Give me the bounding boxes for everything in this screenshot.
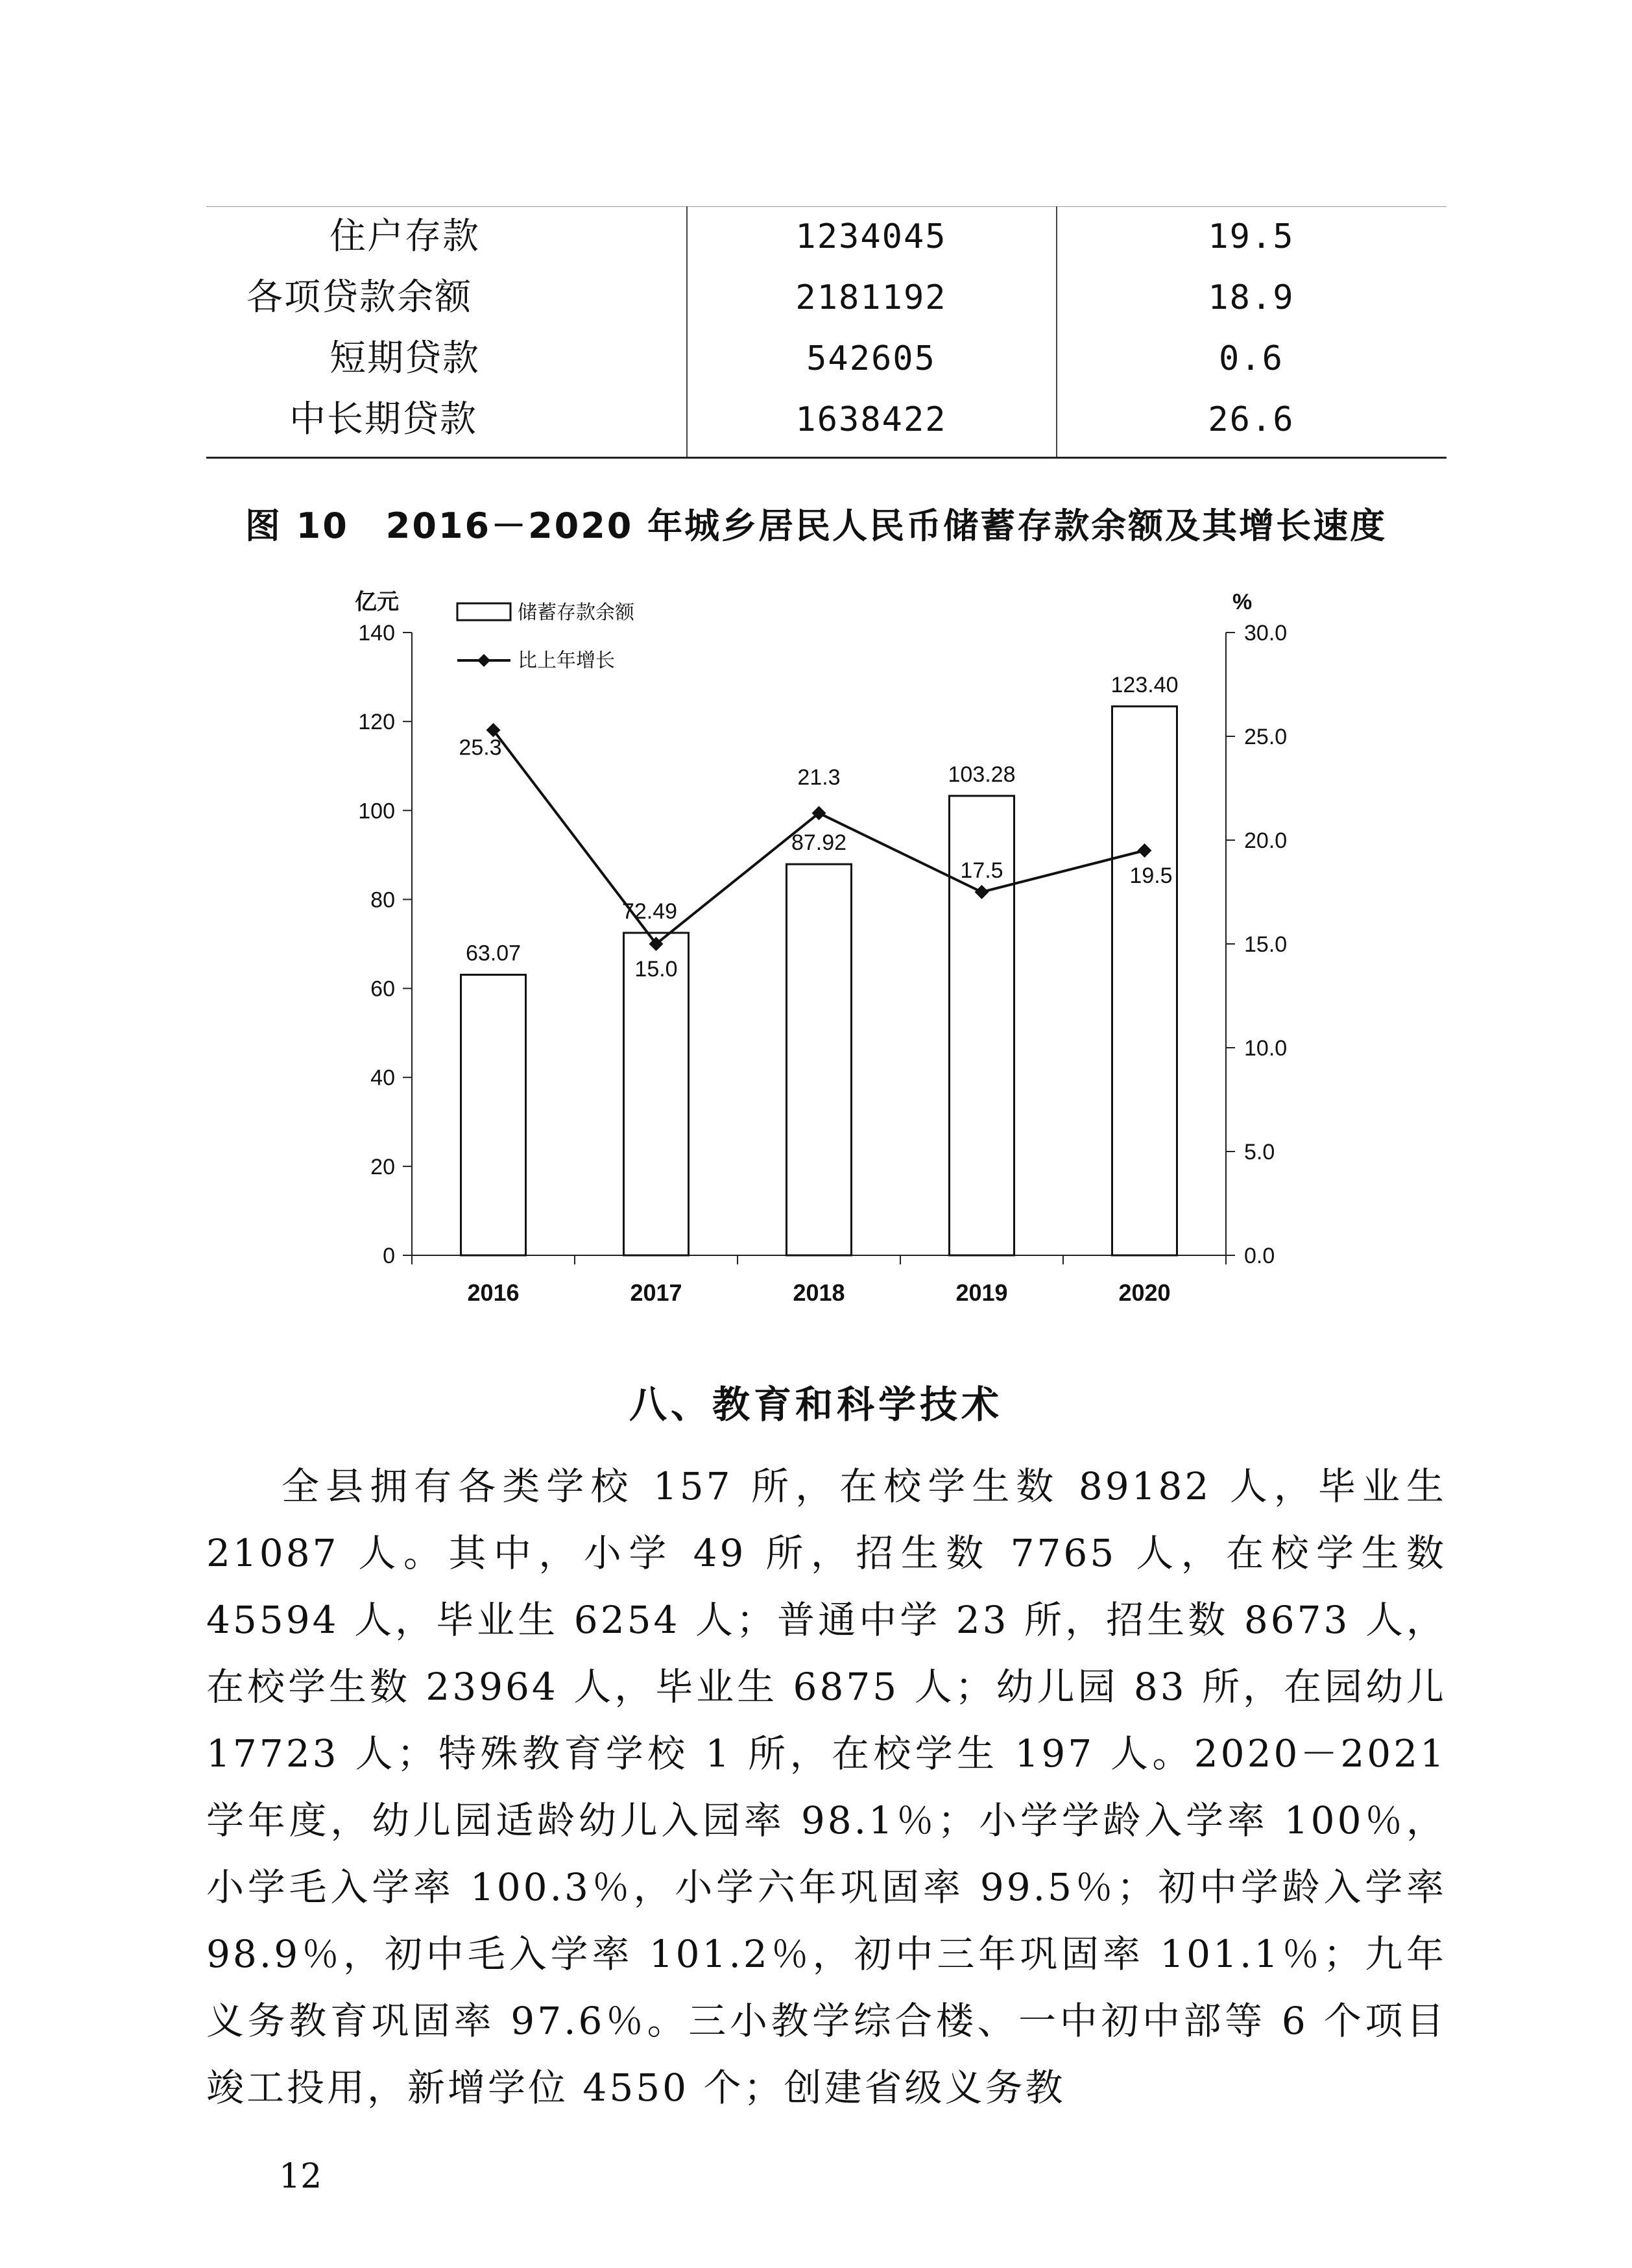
row-value: 1234045 [795, 217, 947, 256]
x-tick-label: 2017 [630, 1279, 682, 1306]
right-tick-label: 0.0 [1244, 1244, 1275, 1268]
row-growth: 19.5 [1208, 217, 1295, 256]
legend-line-label: 比上年增长 [518, 650, 615, 671]
table-row [206, 267, 1446, 328]
row-name: 各项贷款余额 [246, 276, 472, 319]
bar [1112, 706, 1177, 1255]
row-growth: 26.6 [1208, 400, 1295, 439]
bar [787, 864, 852, 1255]
left-tick-label: 100 [358, 799, 395, 824]
legend-bar-swatch [457, 603, 510, 620]
x-tick-label: 2016 [467, 1279, 520, 1306]
left-axis-unit: 亿元 [355, 590, 399, 614]
row-name: 住户存款 [330, 215, 480, 258]
x-tick-label: 2018 [793, 1279, 845, 1306]
growth-value-label: 19.5 [1129, 863, 1173, 888]
bar-value-label: 63.07 [465, 941, 522, 966]
x-tick-label: 2020 [1118, 1279, 1171, 1306]
row-name: 短期贷款 [330, 337, 480, 380]
left-tick-label: 80 [370, 887, 395, 913]
right-tick-label: 15.0 [1244, 932, 1288, 957]
row-value: 1638422 [795, 400, 947, 439]
row-value: 2181192 [795, 278, 947, 317]
right-tick-label: 10.0 [1244, 1036, 1288, 1061]
x-tick-label: 2019 [955, 1279, 1008, 1306]
left-tick-label: 0 [383, 1244, 395, 1268]
legend-line-marker [477, 654, 490, 667]
row-value: 542605 [806, 339, 936, 378]
growth-value-label: 15.0 [634, 957, 678, 982]
growth-value-label: 21.3 [797, 765, 841, 790]
right-tick-label: 25.0 [1244, 725, 1288, 749]
bar-value-label: 87.92 [791, 830, 847, 856]
row-name: 中长期贷款 [289, 398, 477, 440]
section-heading: 八、教育和科学技术 [629, 1382, 1003, 1427]
left-tick-label: 60 [370, 976, 395, 1002]
table-row [206, 328, 1446, 389]
right-tick-label: 20.0 [1244, 828, 1288, 853]
savings-chart [311, 564, 1336, 1317]
figure-caption: 图 10 2016－2020 年城乡居民人民币储蓄存款余额及其增长速度 [245, 505, 1387, 546]
bar-value-label: 123.40 [1110, 672, 1179, 697]
right-tick-label: 30.0 [1244, 621, 1288, 645]
left-tick-label: 120 [358, 710, 395, 735]
bar-value-label: 103.28 [948, 762, 1016, 787]
left-tick-label: 140 [358, 621, 395, 645]
right-axis-unit: % [1232, 590, 1253, 614]
row-growth: 0.6 [1219, 339, 1284, 378]
table-row [206, 389, 1446, 450]
body-paragraph: 全县拥有各类学校 157 所，在校学生数 89182 人，毕业生 21087 人。其中，小学 49 所，招生数 7765 人，在校学生数 45594 人，毕业生 6254 人；普通中学 23 所，招生数 8673 人，在校学生数 23964 人，毕业生 6875 人；幼儿园 83 所，在园幼儿 17723 人；特殊教育学校 1 所，在校学生 197 人。2020－2021 学年度，幼儿园适龄幼儿入园率 98.1％；小学学龄入学率 100％，小学毛入学率 100.3％，小学六年巩固率 99.5％；初中学龄入学率 98.9％，初中毛入学率 101.2％，初中三年巩固率 101.1％；九年义务教育巩固率 97.6％。三小教学综合楼、一中初中部等 6 个项目竣工投用，新增学位 4550 个；创建省级义务教 [206, 1464, 1446, 2110]
legend-bar-label: 储蓄存款余额 [518, 602, 634, 623]
bar-value-label: 72.49 [621, 899, 678, 924]
row-growth: 18.9 [1208, 278, 1295, 317]
left-tick-label: 20 [370, 1154, 395, 1179]
table-row [206, 206, 1446, 267]
bar [461, 975, 526, 1255]
growth-value-label: 25.3 [459, 735, 502, 760]
right-tick-label: 5.0 [1244, 1140, 1275, 1164]
left-tick-label: 40 [370, 1065, 395, 1091]
page-number: 12 [279, 2157, 322, 2196]
growth-value-label: 17.5 [960, 858, 1003, 883]
